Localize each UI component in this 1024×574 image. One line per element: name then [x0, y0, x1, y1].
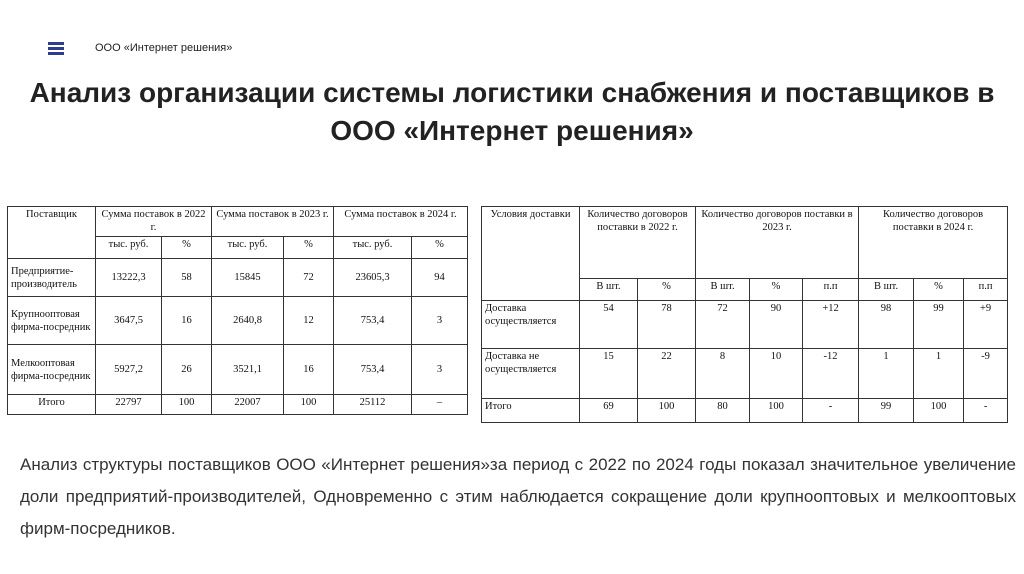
cell: 26: [162, 345, 212, 395]
sub-header: п.п: [803, 279, 859, 301]
cell: +9: [964, 301, 1008, 349]
row-label: Итого: [482, 399, 580, 423]
cell: 16: [284, 345, 334, 395]
contracts-table: [481, 206, 1008, 423]
cell: -: [803, 399, 859, 423]
table-row-total: [8, 395, 468, 415]
cell: 12: [284, 297, 334, 345]
table-row: [8, 345, 468, 395]
cell: 10: [750, 349, 803, 399]
cell: -: [964, 399, 1008, 423]
sub-header: В шт.: [859, 279, 914, 301]
table-row: [8, 297, 468, 345]
sub-header: %: [412, 237, 468, 259]
cell: 90: [750, 301, 803, 349]
row-label: Мелкооптовая фирма-посредник: [8, 345, 96, 395]
cell: 72: [696, 301, 750, 349]
cell: +12: [803, 301, 859, 349]
cell: 16: [162, 297, 212, 345]
header-conditions: Условия доставки: [482, 207, 580, 301]
cell: –: [412, 395, 468, 415]
cell: 54: [580, 301, 638, 349]
cell: 100: [284, 395, 334, 415]
header-2024: Сумма поставок в 2024 г.: [334, 207, 468, 237]
cell: 753,4: [334, 345, 412, 395]
sub-header: %: [638, 279, 696, 301]
cell: -12: [803, 349, 859, 399]
cell: 3: [412, 297, 468, 345]
cell: 8: [696, 349, 750, 399]
cell: 3: [412, 345, 468, 395]
header-2022: Сумма поставок в 2022 г.: [96, 207, 212, 237]
cell: 5927,2: [96, 345, 162, 395]
row-label: Доставка осуществляется: [482, 301, 580, 349]
cell: 58: [162, 259, 212, 297]
row-label: Предприятие-производитель: [8, 259, 96, 297]
cell: 94: [412, 259, 468, 297]
menu-icon[interactable]: [48, 42, 64, 56]
sub-header: %: [162, 237, 212, 259]
sub-header: В шт.: [696, 279, 750, 301]
cell: 100: [914, 399, 964, 423]
row-label: Итого: [8, 395, 96, 415]
sub-header: В шт.: [580, 279, 638, 301]
cell: 22007: [212, 395, 284, 415]
cell: 98: [859, 301, 914, 349]
cell: 1: [859, 349, 914, 399]
cell: 78: [638, 301, 696, 349]
row-label: Крупнооптовая фирма-посредник: [8, 297, 96, 345]
header-2022: Количество договоров поставки в 2022 г.: [580, 207, 696, 279]
cell: 3647,5: [96, 297, 162, 345]
cell: 99: [914, 301, 964, 349]
sub-header: тыс. руб.: [212, 237, 284, 259]
cell: 22: [638, 349, 696, 399]
table-row-total: [482, 399, 1008, 423]
header-2023: Сумма поставок в 2023 г.: [212, 207, 334, 237]
row-label: Доставка не осуществляется: [482, 349, 580, 399]
cell: 22797: [96, 395, 162, 415]
company-name: ООО «Интернет решения»: [95, 42, 233, 54]
suppliers-table: [7, 206, 468, 415]
cell: -9: [964, 349, 1008, 399]
cell: 13222,3: [96, 259, 162, 297]
sub-header: тыс. руб.: [96, 237, 162, 259]
table-row: [482, 349, 1008, 399]
table-row: [8, 259, 468, 297]
cell: 3521,1: [212, 345, 284, 395]
sub-header: %: [750, 279, 803, 301]
cell: 80: [696, 399, 750, 423]
header-supplier: Поставщик: [8, 207, 96, 259]
cell: 1: [914, 349, 964, 399]
sub-header: п.п: [964, 279, 1008, 301]
header-2024: Количество договоров поставки в 2024 г.: [859, 207, 1008, 279]
page-title: Анализ организации системы логистики снабжения и поставщиков в ООО «Интернет решения»: [29, 77, 995, 146]
cell: 69: [580, 399, 638, 423]
cell: 100: [162, 395, 212, 415]
cell: 72: [284, 259, 334, 297]
sub-header: %: [284, 237, 334, 259]
cell: 15: [580, 349, 638, 399]
header-2023: Количество договоров поставки в 2023 г.: [696, 207, 859, 279]
cell: 753,4: [334, 297, 412, 345]
cell: 100: [750, 399, 803, 423]
cell: 2640,8: [212, 297, 284, 345]
cell: 25112: [334, 395, 412, 415]
cell: 23605,3: [334, 259, 412, 297]
sub-header: %: [914, 279, 964, 301]
analysis-paragraph: Анализ структуры поставщиков ООО «Интернет решения»за период с 2022 по 2024 годы показал значительное увеличение доли предприятий-производителей, Одновременно с этим наблюдается сокращение доли крупнооптовых и мелкооптовых фирм-посредников.: [20, 455, 1016, 538]
table-row: [482, 301, 1008, 349]
cell: 15845: [212, 259, 284, 297]
cell: 99: [859, 399, 914, 423]
cell: 100: [638, 399, 696, 423]
sub-header: тыс. руб.: [334, 237, 412, 259]
